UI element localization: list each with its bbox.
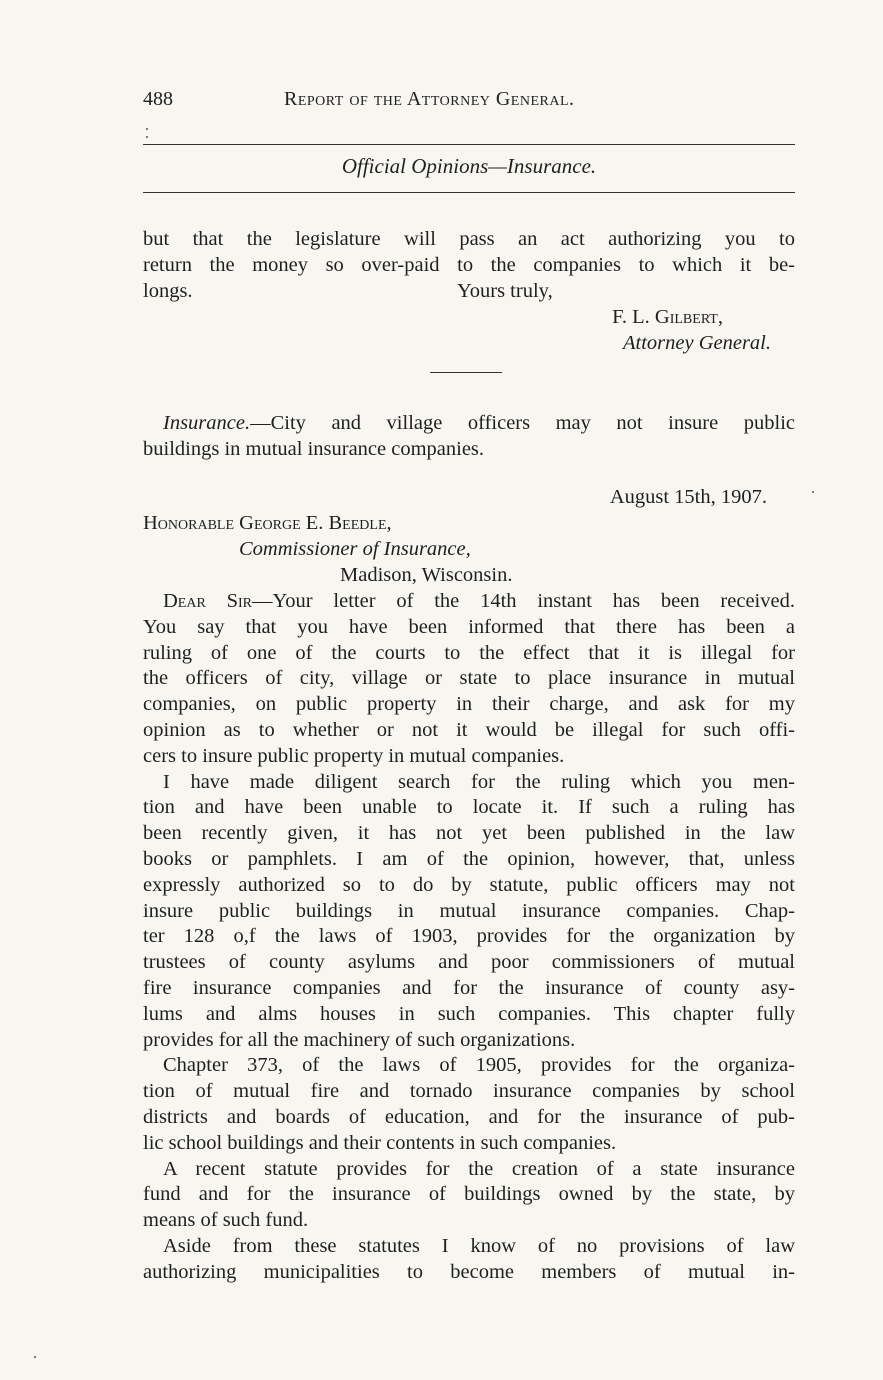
text-line: lic school buildings and their contents in such companies. [143, 1131, 617, 1154]
text-line: insure public buildings in mutual insurance companies. Chap- [143, 899, 795, 922]
text-line: Aside from these statutes I know of no provisions of law [163, 1234, 795, 1257]
text-line: longs. [143, 279, 193, 302]
margin-speck [146, 136, 148, 138]
text-line: lums and alms houses in such companies. This chapter fully [143, 1002, 795, 1025]
page-number: 488 [143, 88, 173, 110]
page-header [143, 82, 795, 122]
text-line: fire insurance companies and for the insurance of county asy- [143, 976, 795, 999]
text-line: but that the legislature will pass an act authorizing you to [143, 228, 795, 250]
headnote-text: —City and village officers may not insure public [250, 412, 795, 434]
text-line: A recent statute provides for the creation of a state insurance [163, 1157, 795, 1180]
headnote [143, 410, 795, 462]
salutation-rest: —Your letter of the 14th instant has been received. [252, 590, 795, 612]
text-line [143, 589, 795, 615]
section-divider [430, 372, 502, 373]
header-rule-bottom [143, 192, 795, 193]
text-line: cers to insure public property in mutual companies. [143, 744, 565, 767]
text-line: provides for all the machinery of such organizations. [143, 1028, 576, 1051]
signature-title: Attorney General. [622, 331, 771, 354]
text-line: authorizing municipalities to become members of mutual in- [143, 1260, 795, 1283]
signature-name: F. L. Gilbert, [612, 305, 723, 328]
text-line: opinion as to whether or not it would be illegal for such offi- [143, 718, 795, 741]
opinion-letter [143, 485, 795, 1286]
previous-letter-ending [143, 227, 795, 357]
text-line: districts and boards of education, and for the insurance of pub- [143, 1105, 795, 1128]
text-line: the officers of city, village or state to place insurance in mutual [143, 667, 795, 690]
text-line: return the money so over-paid to the companies to which it be- [143, 253, 795, 276]
text-line: tion and have been unable to locate it. If such a ruling has [143, 796, 795, 819]
text-line: ter 128 o,f the laws of 1903, provides for the organization by [143, 925, 795, 948]
text-line: expressly authorized so to do by statute, public officers may not [143, 873, 795, 896]
margin-speck [146, 128, 148, 130]
letter-date: August 15th, 1907. [609, 486, 767, 508]
text-line: companies, on public property in their charge, and ask for my [143, 693, 795, 716]
text-line: trustees of county asylums and poor commissioners of mutual [143, 951, 795, 974]
margin-speck [34, 1356, 36, 1358]
section-title: Official Opinions—Insurance. [341, 154, 597, 178]
header-rule-top [143, 144, 795, 145]
addressee-city: Madison, Wisconsin. [340, 564, 513, 586]
addressee-title: Commissioner of Insurance, [239, 538, 471, 560]
closing-row [143, 279, 795, 305]
running-title: Report of the Attorney General. [284, 88, 575, 110]
text-line: tion of mutual fire and tornado insurance companies by school [143, 1080, 795, 1103]
text-line: books or pamphlets. I am of the opinion, however, that, unless [143, 847, 795, 870]
headnote-topic: Insurance. [163, 412, 251, 434]
text-line: You say that you have been informed that there has been a [143, 615, 795, 638]
closing-phrase: Yours truly, [457, 279, 553, 302]
text-line: Chapter 373, of the laws of 1905, provides for the organiza- [163, 1054, 795, 1077]
text-line: ruling of one of the courts to the effect that it is illegal for [143, 641, 795, 664]
salutation: Dear Sir [163, 590, 253, 612]
margin-speck [812, 491, 814, 493]
text-line: fund and for the insurance of buildings owned by the state, by [143, 1183, 795, 1206]
text-line: I have made diligent search for the ruling which you men- [163, 770, 795, 793]
text-line: means of such fund. [143, 1209, 309, 1232]
headnote-line [143, 410, 795, 436]
addressee-name: Honorable George E. Beedle, [143, 512, 392, 534]
text-line: been recently given, it has not yet been published in the law [143, 822, 795, 845]
headnote-line: buildings in mutual insurance companies. [143, 438, 485, 460]
